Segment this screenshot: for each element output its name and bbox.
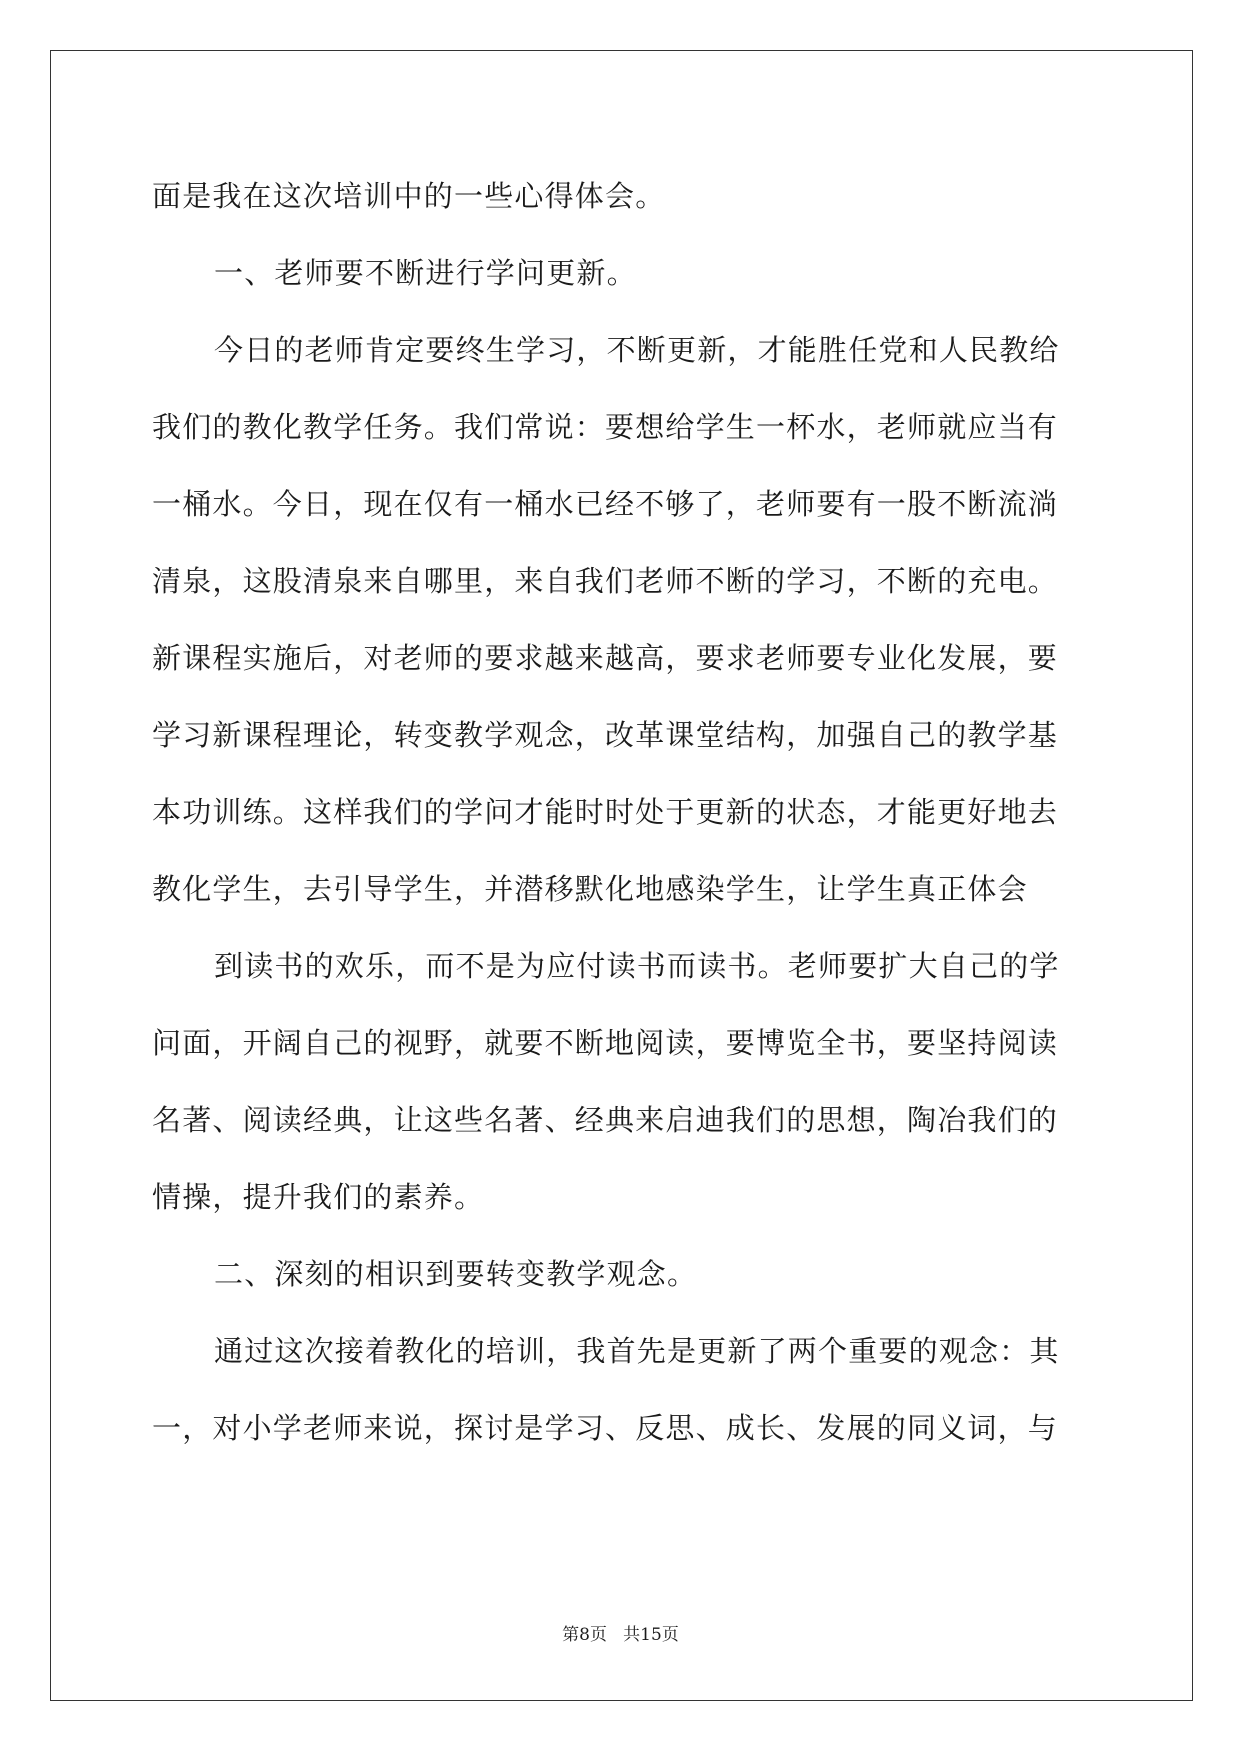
text-line: 名著、阅读经典，让这些名著、经典来启迪我们的思想，陶冶我们的 bbox=[152, 1103, 1059, 1137]
text-line: 清泉，这股清泉来自哪里，来自我们老师不断的学习，不断的充电。 bbox=[152, 564, 1059, 598]
text-line: 一桶水。今日，现在仅有一桶水已经不够了，老师要有一股不断流淌 bbox=[152, 487, 1059, 521]
text-line: 一、老师要不断进行学问更新。 bbox=[214, 256, 637, 290]
text-line: 二、深刻的相识到要转变教学观念。 bbox=[214, 1257, 698, 1291]
text-line: 一，对小学老师来说，探讨是学习、反思、成长、发展的同义词，与 bbox=[152, 1411, 1059, 1445]
page-number-footer: 第8页 共15页 bbox=[562, 1625, 679, 1645]
text-line: 今日的老师肯定要终生学习，不断更新，才能胜任党和人民教给 bbox=[214, 333, 1060, 367]
text-line: 学习新课程理论，转变教学观念，改革课堂结构，加强自己的教学基 bbox=[152, 718, 1059, 752]
text-line: 通过这次接着教化的培训，我首先是更新了两个重要的观念：其 bbox=[214, 1334, 1060, 1368]
text-line: 新课程实施后，对老师的要求越来越高，要求老师要专业化发展，要 bbox=[152, 641, 1059, 675]
text-line: 我们的教化教学任务。我们常说：要想给学生一杯水，老师就应当有 bbox=[152, 410, 1059, 444]
text-line: 本功训练。这样我们的学问才能时时处于更新的状态，才能更好地去 bbox=[152, 795, 1059, 829]
text-line: 情操，提升我们的素养。 bbox=[152, 1180, 485, 1214]
document-body bbox=[152, 158, 1092, 1467]
text-line: 到读书的欢乐，而不是为应付读书而读书。老师要扩大自己的学 bbox=[214, 949, 1060, 983]
text-line: 面是我在这次培训中的一些心得体会。 bbox=[152, 179, 666, 213]
text-line: 问面，开阔自己的视野，就要不断地阅读，要博览全书，要坚持阅读 bbox=[152, 1026, 1059, 1060]
text-line: 教化学生，去引导学生，并潜移默化地感染学生，让学生真正体会 bbox=[152, 872, 1028, 906]
